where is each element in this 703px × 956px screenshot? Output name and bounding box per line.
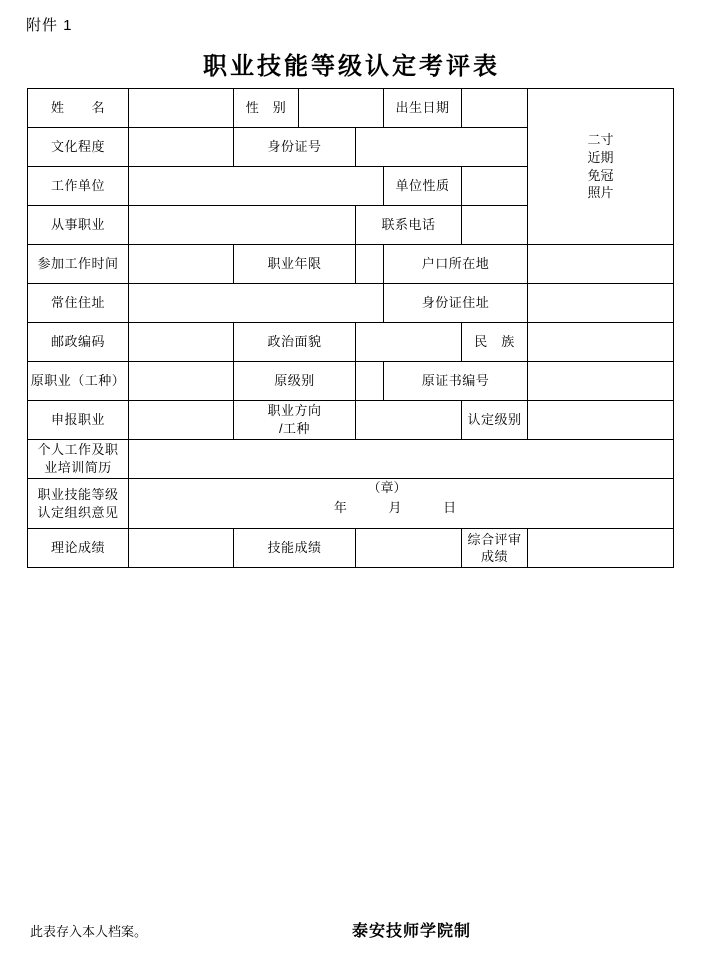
field-work-unit[interactable] xyxy=(129,167,384,206)
label-resume-line1: 个人工作及职 xyxy=(37,442,119,458)
field-original-level[interactable] xyxy=(356,362,384,401)
field-opinion[interactable] xyxy=(129,479,674,529)
label-occupation: 从事职业 xyxy=(28,206,129,245)
label-occupation-direction-line2: /工种 xyxy=(278,421,311,436)
label-gender: 性 别 xyxy=(234,89,299,128)
stamp-label: （章） xyxy=(367,480,407,495)
field-political-status[interactable] xyxy=(356,323,462,362)
label-resume xyxy=(28,440,129,479)
table-row xyxy=(28,440,674,479)
label-original-cert-no: 原证书编号 xyxy=(384,362,528,401)
field-certify-level[interactable] xyxy=(528,401,674,440)
label-overall-score: 综合评审成绩 xyxy=(462,529,528,568)
label-political-status: 政治面貌 xyxy=(234,323,356,362)
field-name[interactable] xyxy=(129,89,234,128)
photo-line-3: 免冠 xyxy=(587,167,614,183)
field-postcode[interactable] xyxy=(129,323,234,362)
label-work-unit: 工作单位 xyxy=(28,167,129,206)
field-id-number[interactable] xyxy=(356,128,528,167)
field-theory-score[interactable] xyxy=(129,529,234,568)
label-education: 文化程度 xyxy=(28,128,129,167)
label-opinion-line1: 职业技能等级 xyxy=(37,487,119,502)
label-work-start: 参加工作时间 xyxy=(28,245,129,284)
label-birth-date: 出生日期 xyxy=(384,89,462,128)
field-phone[interactable] xyxy=(462,206,528,245)
field-skill-score[interactable] xyxy=(356,529,462,568)
table-row xyxy=(28,284,674,323)
photo-line-1: 二寸 xyxy=(587,132,614,148)
field-unit-nature[interactable] xyxy=(462,167,528,206)
field-household-place[interactable] xyxy=(528,245,674,284)
field-career-years[interactable] xyxy=(356,245,384,284)
table-row xyxy=(28,245,674,284)
label-certify-level: 认定级别 xyxy=(462,401,528,440)
field-applied-occupation[interactable] xyxy=(129,401,234,440)
field-overall-score[interactable] xyxy=(528,529,674,568)
date-day-label: 日 xyxy=(443,499,459,515)
date-month-label: 月 xyxy=(388,499,404,515)
table-row xyxy=(28,401,674,440)
photo-line-4: 照片 xyxy=(587,185,614,201)
field-occupation[interactable] xyxy=(129,206,356,245)
label-postcode: 邮政编码 xyxy=(28,323,129,362)
field-work-start[interactable] xyxy=(129,245,234,284)
label-id-address: 身份证住址 xyxy=(384,284,528,323)
label-id-number: 身份证号 xyxy=(234,128,356,167)
label-occupation-direction xyxy=(234,401,356,440)
field-occupation-direction[interactable] xyxy=(356,401,462,440)
assessment-form-table xyxy=(27,88,674,568)
table-row xyxy=(28,89,674,128)
footer-note: 此表存入本人档案。 xyxy=(30,924,148,939)
field-gender[interactable] xyxy=(299,89,384,128)
label-career-years: 职业年限 xyxy=(234,245,356,284)
label-resume-line2: 业培训简历 xyxy=(44,460,112,475)
table-row xyxy=(28,529,674,568)
field-birth-date[interactable] xyxy=(462,89,528,128)
table-row xyxy=(28,362,674,401)
signature-date-line xyxy=(131,499,671,529)
label-household-place: 户口所在地 xyxy=(384,245,528,284)
label-theory-score: 理论成绩 xyxy=(28,529,129,568)
label-occupation-direction-line1: 职业方向 xyxy=(267,403,322,419)
field-residence[interactable] xyxy=(129,284,384,323)
attachment-label: 附件 1 xyxy=(26,17,73,34)
date-year-label: 年 xyxy=(333,499,349,515)
page-title: 职业技能等级认定考评表 xyxy=(203,54,500,80)
label-phone: 联系电话 xyxy=(356,206,462,245)
field-original-occupation[interactable] xyxy=(129,362,234,401)
field-id-address[interactable] xyxy=(528,284,674,323)
field-resume[interactable] xyxy=(129,440,674,479)
label-original-occupation: 原职业（工种） xyxy=(28,362,129,401)
label-opinion xyxy=(28,479,129,529)
label-original-level: 原级别 xyxy=(234,362,356,401)
label-unit-nature: 单位性质 xyxy=(384,167,462,206)
table-row xyxy=(28,479,674,529)
table-row xyxy=(28,323,674,362)
label-skill-score: 技能成绩 xyxy=(234,529,356,568)
footer-maker: 泰安技师学院制 xyxy=(351,923,471,940)
field-ethnicity[interactable] xyxy=(528,323,674,362)
label-residence: 常住住址 xyxy=(28,284,129,323)
label-ethnicity: 民 族 xyxy=(462,323,528,362)
photo-line-2: 近期 xyxy=(587,149,614,165)
field-original-cert-no[interactable] xyxy=(528,362,674,401)
photo-placeholder xyxy=(528,89,674,245)
label-name: 姓 名 xyxy=(28,89,129,128)
label-applied-occupation: 申报职业 xyxy=(28,401,129,440)
label-opinion-line2: 认定组织意见 xyxy=(37,504,119,520)
field-education[interactable] xyxy=(129,128,234,167)
